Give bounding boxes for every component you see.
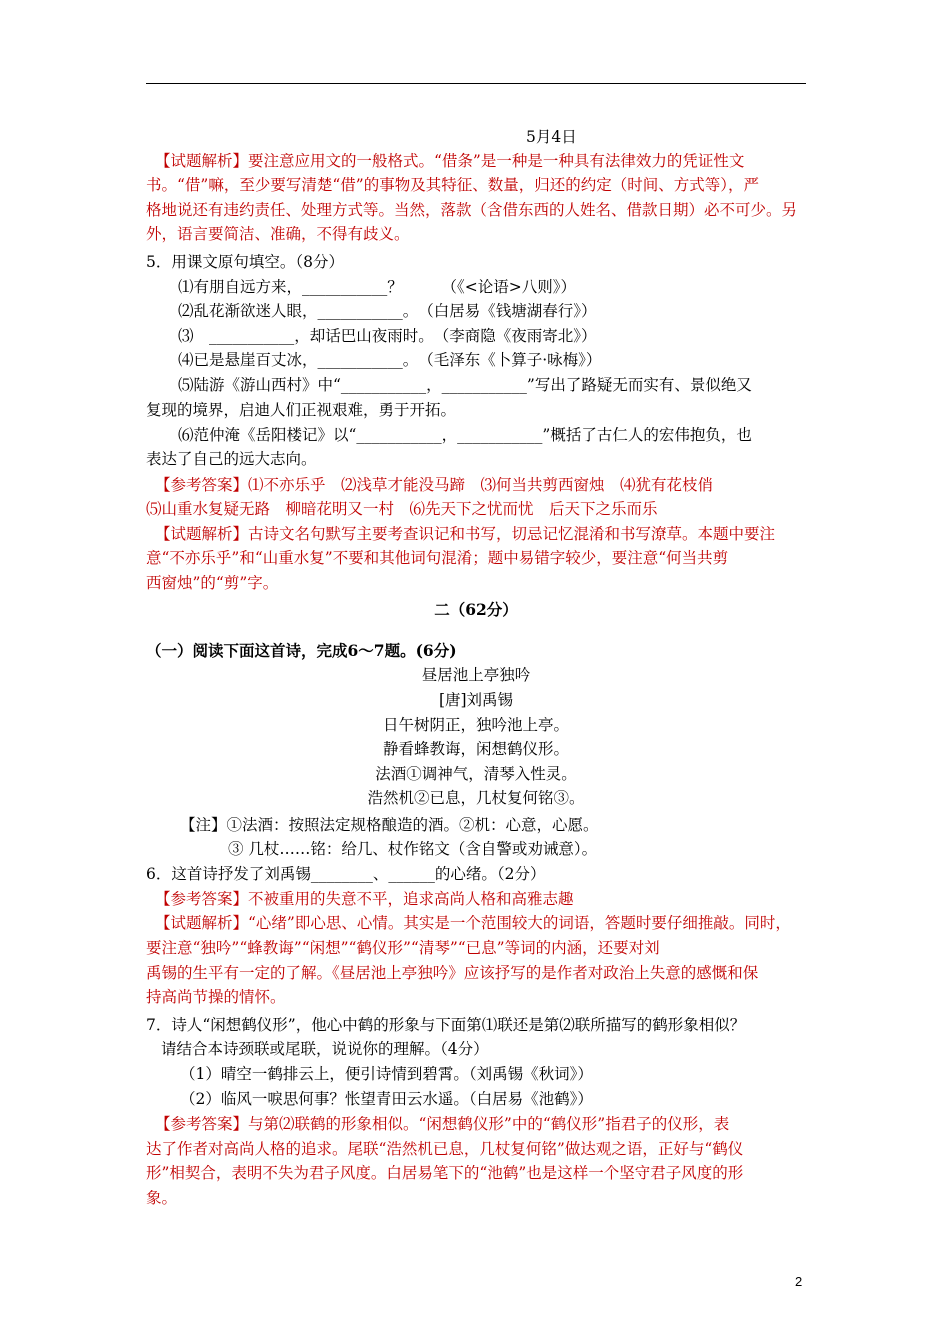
poem-note: 【注】①法酒：按照法定规格酿造的酒。②机：心意，心愿。 [180,816,599,834]
answer-line: 象。 [146,1189,178,1207]
page-number: 2 [795,1274,803,1289]
text-line: 外，语言要简洁、准确，不得有歧义。 [146,225,410,243]
fill-item: ⑶ ___________，却话巴山夜雨时。 （李商隐《夜雨寄北》） [178,327,597,345]
fill-item: ⑷已是悬崖百丈冰，___________。 （毛泽东《卜算子·咏梅》） [178,351,602,369]
question-title: 7．诗人“闲想鹤仪形”，他心中鹤的形象与下面第⑴联还是第⑵联所描写的鹤形象相似？ [146,1016,746,1034]
poem-note: ③ 几杖……铭：给几、杖作铭文（含自警或劝诫意）。 [228,840,598,858]
question-title: 6．这首诗抒发了刘禹锡________、______的心绪。（2分） [146,865,546,883]
analysis-line: 西窗烛”的“剪”字。 [146,574,279,592]
analysis-line: 要注意“独吟”“蜂教诲”“闲想”“鹤仪形”“清琴”“已息”等词的内涵，还要对刘 [146,939,660,957]
answer-line: 【参考答案】⑴不亦乐乎 ⑵浅草才能没马蹄 ⑶何当共剪西窗烛 ⑷犹有花枝俏 [155,476,714,494]
question-title: 请结合本诗颈联或尾联，说说你的理解。（4分） [161,1040,489,1058]
text-line: 书。“借”嘛，至少要写清楚“借”的事物及其特征、数量，归还的约定（时间、方式等），严 [146,176,759,194]
option-line: （1）晴空一鹤排云上，便引诗情到碧霄。（刘禹锡《秋词》） [180,1065,593,1083]
section-heading: 二（62分） [434,600,518,619]
date-line: 5月4日 [526,128,577,146]
fill-item: 表达了自己的远大志向。 [146,450,317,468]
analysis-line: 意“不亦乐乎”和“山重水复”不要和其他词句混淆；题中易错字较少，要注意“何当共剪 [146,549,729,567]
question-title: 5．用课文原句填空。（8分） [146,253,344,271]
answer-line: 达了作者对高尚人格的追求。尾联“浩然机已息，几杖复何铭”做达观之语，正好与“鹤仪 [146,1140,744,1158]
analysis-line: 持高尚节操的情怀。 [146,988,286,1006]
fill-item: ⑹范仲淹《岳阳楼记》以“___________，___________”概括了古仁人的宏伟抱负，也 [178,426,752,444]
part-heading: （一）阅读下面这首诗，完成6～7题。(6分) [146,641,457,660]
poem-line: 法酒①调神气，清琴入性灵。 [375,765,577,783]
fill-item: ⑸陆游《游山西村》中“___________，___________”写出了路疑无而实有、景似绝又 [178,376,752,394]
analysis-line: 【试题解析】“心绪”即心思、心情。其实是一个范围较大的词语，答题时要仔细推敲。同时， [155,914,791,932]
poem-line: 日午树阴正，独吟池上亭。 [382,716,569,734]
text-line: 【试题解析】要注意应用文的一般格式。“借条”是一种是一种具有法律效力的凭证性文 [155,152,745,170]
poem-author: [唐]刘禹锡 [438,691,514,709]
answer-line: 【参考答案】与第⑵联鹤的形象相似。“闲想鹤仪形”中的“鹤仪形”指君子的仪形，表 [155,1115,730,1133]
poem-line: 浩然机②已息，几杖复何铭③。 [367,789,585,807]
poem-title: 昼居池上亭独吟 [421,666,531,684]
fill-item: ⑵乱花渐欲迷人眼，___________。 （白居易《钱塘湖春行》） [178,302,597,320]
analysis-line: 【试题解析】古诗文名句默写主要考查识记和书写，切忌记忆混淆和书写潦草。本题中要注 [155,525,776,543]
header-rule [146,83,806,84]
answer-line: ⑸山重水复疑无路 柳暗花明又一村 ⑹先天下之忧而忧 后天下之乐而乐 [146,500,658,518]
analysis-line: 禹锡的生平有一定的了解。《昼居池上亭独吟》应该抒写的是作者对政治上失意的感慨和保 [146,964,759,982]
text-line: 格地说还有违约责任、处理方式等。当然，落款（含借东西的人姓名、借款日期）必不可少。另 [146,201,798,219]
fill-item: ⑴有朋自远方来，___________？ （《<论语>八则》） [178,278,576,296]
answer-line: 形”相契合，表明不失为君子风度。白居易笔下的“池鹤”也是这样一个坚守君子风度的形 [146,1164,744,1182]
option-line: （2）临风一唳思何事？怅望青田云水遥。（白居易《池鹤》） [180,1090,593,1108]
answer-line: 【参考答案】不被重用的失意不平，追求高尚人格和高雅志趣 [155,890,574,908]
poem-line: 静看蜂教诲，闲想鹤仪形。 [382,740,569,758]
fill-item: 复现的境界，启迪人们正视艰难，勇于开拓。 [146,401,457,419]
